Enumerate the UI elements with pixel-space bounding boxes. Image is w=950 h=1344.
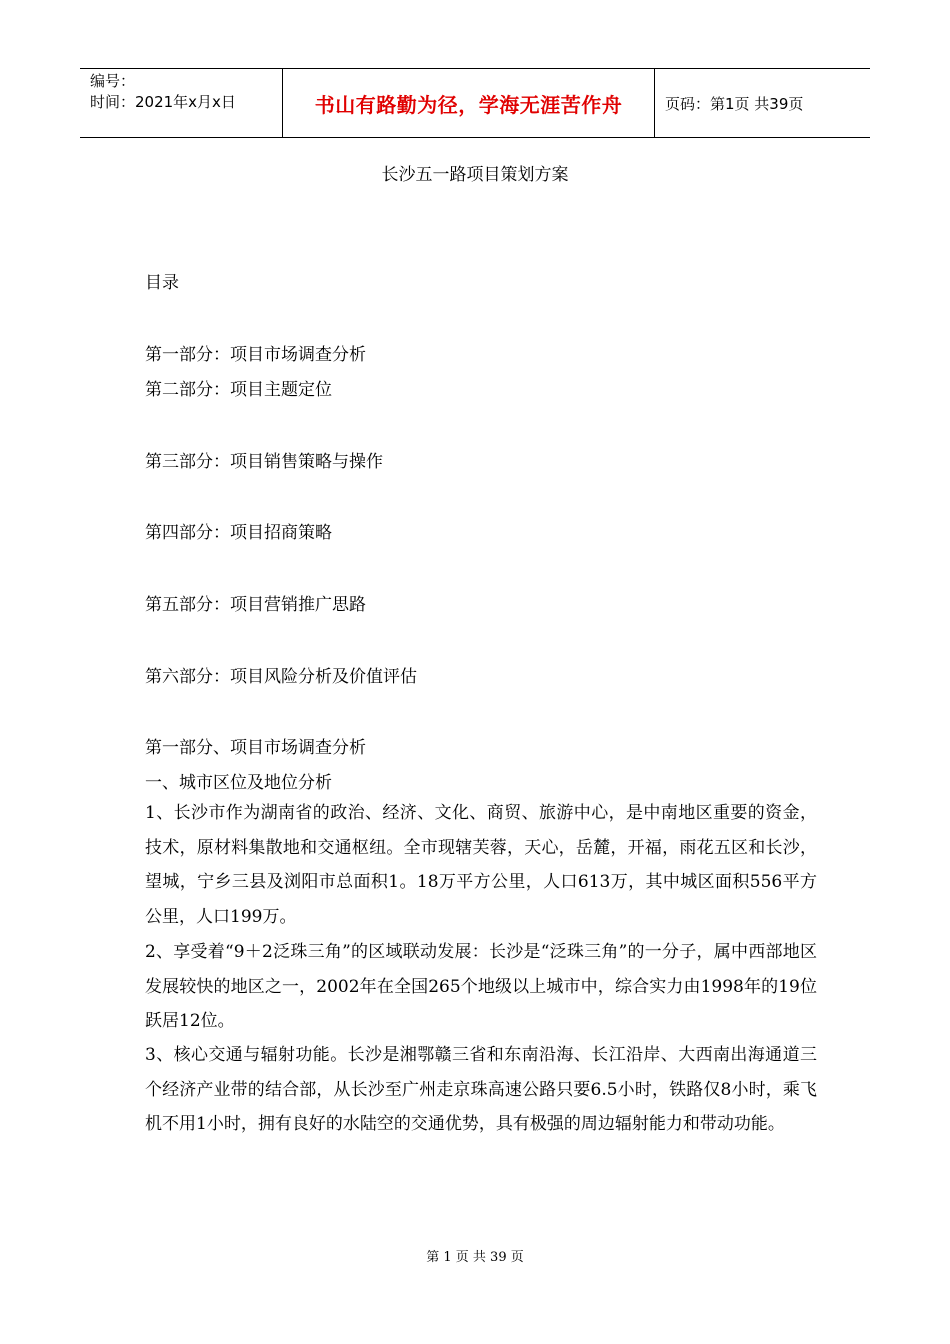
document-title: 长沙五一路项目策划方案 <box>381 165 569 185</box>
toc-item: 第六部分：项目风险分析及价值评估 <box>145 667 417 687</box>
header-meta-cell <box>80 69 282 137</box>
toc-heading: 目录 <box>145 273 179 293</box>
header-motto-cell <box>282 69 655 137</box>
subsection-heading: 一、城市区位及地位分析 <box>145 773 332 793</box>
page-header <box>80 68 870 138</box>
header-page-cell <box>655 69 870 137</box>
body-paragraph: 1、长沙市作为湖南省的政治、经济、文化、商贸、旅游中心，是中南地区重要的资金，技术，原材料集散地和交通枢纽。全市现辖芙蓉，天心，岳麓，开福，雨花五区和长沙，望城，宁乡三县及浏阳市总面积1。18万平方公里，人口613万，其中城区面积556平方公里，人口199万。 <box>145 803 817 927</box>
toc-item: 第四部分：项目招商策略 <box>145 523 332 543</box>
document-date-label: 时间：2021年x月x日 <box>90 93 236 111</box>
toc-item: 第一部分：项目市场调查分析 <box>145 345 366 365</box>
document-number-label: 编号： <box>90 72 136 90</box>
toc-item: 第五部分：项目营销推广思路 <box>145 595 366 615</box>
page-footer: 第 1 页 共 39 页 <box>426 1250 524 1265</box>
toc-item: 第二部分：项目主题定位 <box>145 380 332 400</box>
toc-item: 第三部分：项目销售策略与操作 <box>145 452 383 472</box>
header-page-number: 页码：第1页 共39页 <box>665 94 804 113</box>
body-paragraph: 3、核心交通与辐射功能。长沙是湘鄂赣三省和东南沿海、长江沿岸、大西南出海通道三个经济产业带的结合部，从长沙至广州走京珠高速公路只要6.5小时，铁路仅8小时，乘飞机不用1小时，拥有良好的水陆空的交通优势，具有极强的周边辐射能力和带动功能。 <box>145 1045 817 1134</box>
body-paragraph: 2、享受着“9＋2泛珠三角”的区域联动发展：长沙是“泛珠三角”的一分子，属中西部地区发展较快的地区之一，2002年在全国265个地级以上城市中，综合实力由1998年的19位跃居12位。 <box>145 942 817 1031</box>
header-motto: 书山有路勤为径，学海无涯苦作舟 <box>314 92 623 117</box>
section-heading: 第一部分、项目市场调查分析 <box>145 738 366 758</box>
